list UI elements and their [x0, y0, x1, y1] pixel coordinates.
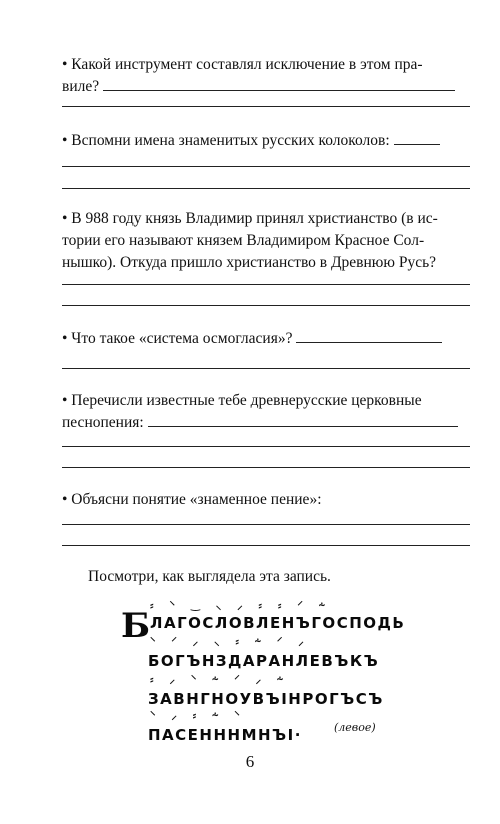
question-christianity-line3: нышко). Откуда пришло христианство в Древнюю Русь? [62, 254, 437, 271]
question-instrument [62, 54, 470, 98]
question-bells [62, 130, 470, 152]
question-instrument-line1: • Какой инструмент составлял исключение в этом пра- [62, 56, 423, 73]
chant-line: ЗАВНГНОУВЪІНРОГЪСЪ [148, 690, 384, 708]
answer-line[interactable] [62, 467, 470, 468]
answer-line[interactable] [62, 106, 470, 107]
question-bells-text: • Вспомни имена знаменитых русских колоколов: [62, 132, 390, 149]
neumes-row: ⸗ ⸌ ‿ ⸜ ⸝ ⸗ ⸗ ⸍ ⸞ [150, 599, 332, 612]
answer-line[interactable] [62, 305, 470, 306]
neumes-row: ⸗ ⸝ ⸌ ⸞ ⸍ ⸝ ⸞ [150, 673, 290, 686]
question-chants [62, 390, 470, 434]
answer-line[interactable] [62, 166, 470, 167]
chant-line: БОГЪНЗДАРАНЛЕВЪКЪ [148, 652, 380, 670]
question-christianity-line1: • В 988 году князь Владимир принял христианство (в ис- [62, 210, 438, 227]
question-osmoglasie-text: • Что такое «система осмогласия»? [62, 330, 293, 347]
question-chants-line2: песнопения: [62, 414, 144, 431]
neumes-row: ⸌ ⸝ ⸗ ⸞ ⸌ [150, 709, 246, 722]
answer-line[interactable] [62, 545, 470, 546]
answer-line[interactable] [296, 330, 442, 343]
question-chants-line1: • Перечисли известные тебе древнерусские церковные [62, 392, 422, 409]
answer-line[interactable] [62, 368, 470, 369]
question-znamenny [62, 489, 470, 511]
question-christianity-line2: тории его называют князем Владимиром Красное Сол- [62, 232, 425, 249]
answer-line[interactable] [62, 284, 470, 285]
answer-line[interactable] [62, 446, 470, 447]
chant-line: ПАСЕНННМНЪІ· [148, 726, 302, 744]
question-osmoglasie [62, 328, 470, 350]
answer-line[interactable] [394, 132, 440, 145]
neumes-row: ⸌ ⸍ ⸝ ⸜ ⸗ ⸞ ⸍ ⸝ [150, 635, 310, 648]
answer-line[interactable] [62, 188, 470, 189]
drop-cap: Б [121, 606, 151, 646]
question-christianity [62, 208, 470, 274]
caption: Посмотри, как выглядела эта запись. [88, 568, 331, 585]
answer-line[interactable] [62, 524, 470, 525]
question-instrument-line2: виле? [62, 78, 100, 95]
page-number: 6 [245, 752, 255, 771]
answer-line[interactable] [148, 414, 458, 427]
chant-note: (левое) [334, 721, 376, 734]
question-znamenny-text: • Объясни понятие «знаменное пение»: [62, 491, 322, 508]
chant-line: ЛАГОСЛОВЛЕНЪГОСПОДЬ [150, 614, 406, 632]
answer-line[interactable] [103, 78, 455, 91]
